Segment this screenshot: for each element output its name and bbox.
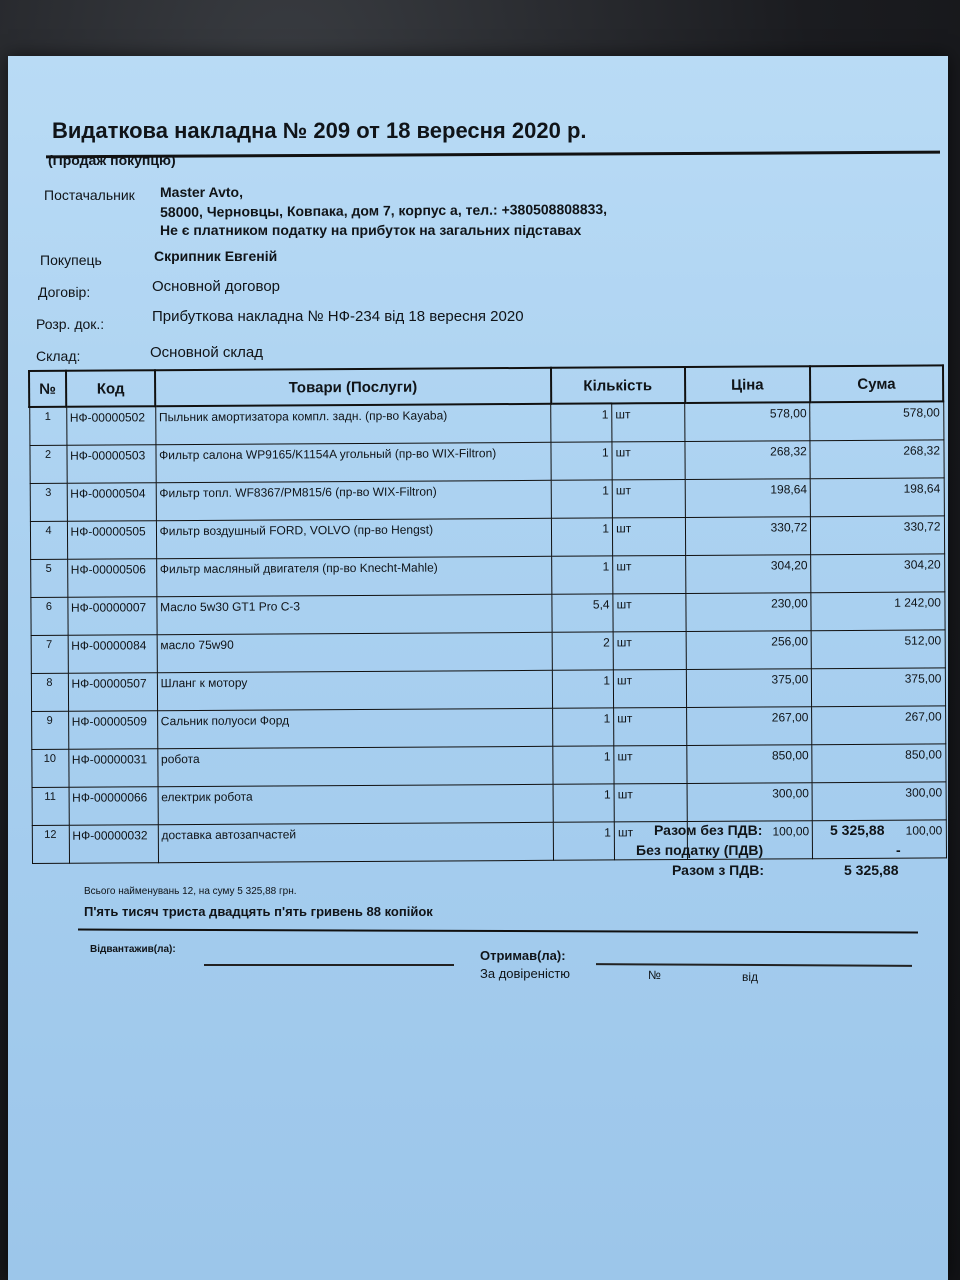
item-unit: шт: [612, 403, 685, 442]
item-unit: шт: [612, 441, 685, 479]
item-unit: шт: [613, 517, 686, 555]
settlement-doc-value: Прибуткова накладна № НФ-234 від 18 вересня 2020: [152, 308, 524, 325]
item-unit: шт: [614, 745, 687, 783]
row-number: 6: [30, 597, 67, 635]
buyer-value: Скрипник Евгеній: [154, 248, 278, 264]
item-unit: шт: [614, 821, 687, 859]
item-quantity: 5,4: [552, 594, 613, 632]
row-number: 4: [30, 521, 67, 559]
item-sum: 850,00: [812, 744, 945, 783]
header-price: Ціна: [685, 366, 810, 403]
table-row: [30, 478, 944, 522]
item-price: 375,00: [687, 669, 812, 708]
item-quantity: 2: [552, 632, 613, 670]
item-quantity: 1: [551, 403, 612, 442]
item-sum: 375,00: [812, 668, 945, 707]
warehouse-value: Основной склад: [150, 344, 264, 361]
row-number: 12: [32, 825, 69, 863]
header-quantity: Кількість: [551, 367, 685, 404]
tax-free-value: -: [896, 842, 901, 858]
item-price: 256,00: [686, 631, 811, 670]
item-name: Сальник полуоси Форд: [157, 708, 553, 748]
item-sum: 300,00: [812, 782, 945, 821]
item-sum: 304,20: [811, 554, 944, 593]
item-name: Фильтр топл. WF8367/PM815/6 (пр-во WIX-Filtron): [156, 480, 552, 520]
table-row: [31, 630, 945, 674]
item-quantity: 1: [551, 442, 612, 480]
items-count-summary: Всього найменувань 12, на суму 5 325,88 грн.: [84, 886, 297, 897]
table-row: [29, 401, 943, 445]
row-number: 10: [31, 749, 68, 787]
item-price: 100,00: [687, 821, 812, 860]
item-unit: шт: [614, 707, 687, 745]
supplier-address: 58000, Черновцы, Ковпака, дом 7, корпус а, тел.: +380508808833,: [160, 200, 608, 220]
total-with-vat-value: 5 325,88: [844, 862, 899, 878]
item-code: НФ-00000032: [69, 825, 158, 864]
contract-value: Основной договор: [152, 278, 280, 295]
tax-free-label: Без податку (ПДВ): [636, 842, 764, 858]
table-row: [30, 592, 944, 636]
row-number: 7: [31, 635, 68, 673]
total-without-vat-value: 5 325,88: [830, 822, 885, 838]
table-row: [31, 744, 945, 788]
supplier-tax-note: Не є платником податку на прибуток на загальних підставах: [160, 222, 582, 238]
item-code: НФ-00000507: [68, 673, 157, 712]
item-quantity: 1: [551, 518, 612, 556]
item-code: НФ-00000509: [68, 711, 157, 750]
item-sum: 267,00: [812, 706, 945, 745]
proxy-label: За довіреністю: [480, 966, 571, 981]
item-name: масло 75w90: [157, 632, 553, 672]
item-quantity: 1: [553, 708, 614, 746]
item-code: НФ-00000503: [66, 445, 155, 484]
item-price: 300,00: [687, 783, 812, 822]
item-quantity: 1: [553, 746, 614, 784]
item-sum: 100,00: [813, 820, 946, 859]
proxy-number-label: №: [648, 968, 661, 982]
header-number: №: [29, 371, 66, 407]
row-number: 9: [31, 711, 68, 749]
row-number: 3: [30, 483, 67, 521]
item-unit: шт: [613, 555, 686, 593]
table-row: [31, 706, 945, 750]
row-number: 1: [29, 407, 66, 446]
item-unit: шт: [612, 479, 685, 517]
item-price: 267,00: [687, 707, 812, 746]
item-name: Масло 5w30 GT1 Pro C-3: [157, 594, 553, 634]
row-number: 8: [31, 673, 68, 711]
item-price: 578,00: [685, 402, 810, 441]
header-goods: Товари (Послуги): [155, 368, 551, 406]
invoice-subtitle: (Продаж покупцю): [48, 152, 176, 168]
table-row: [30, 516, 944, 560]
title-underline: [46, 151, 940, 159]
item-code: НФ-00000066: [69, 787, 158, 826]
item-name: Фильтр салона WP9165/K1154A угольный (пр-во WIX-Filtron): [156, 442, 552, 482]
header-code: Код: [66, 370, 155, 407]
item-code: НФ-00000084: [68, 635, 157, 674]
row-number: 11: [32, 787, 69, 825]
item-code: НФ-00000007: [67, 597, 156, 636]
item-name: Шланг к мотору: [157, 670, 553, 710]
item-quantity: 1: [553, 822, 614, 860]
shipped-label: Відвантажив(ла):: [90, 944, 176, 955]
item-price: 304,20: [686, 555, 811, 594]
item-price: 198,64: [685, 479, 810, 518]
item-quantity: 1: [552, 556, 613, 594]
item-sum: 512,00: [811, 630, 944, 669]
item-sum: 1 242,00: [811, 592, 944, 631]
supplier-label: Постачальник: [44, 187, 135, 203]
total-with-vat-label: Разом з ПДВ:: [672, 862, 764, 878]
items-table: [28, 364, 947, 864]
item-sum: 330,72: [811, 516, 944, 555]
buyer-label: Покупець: [40, 252, 102, 268]
item-price: 230,00: [686, 593, 811, 632]
proxy-date-label: від: [742, 970, 759, 984]
sum-in-words: П'ять тисяч триста двадцять п'ять гривень 88 копійок: [84, 904, 433, 919]
item-unit: шт: [613, 593, 686, 631]
item-unit: шт: [614, 783, 687, 821]
header-sum: Сума: [810, 365, 943, 402]
item-name: Фильтр масляный двигателя (пр-во Knecht-Mahle): [156, 556, 552, 596]
row-number: 5: [30, 559, 67, 597]
item-code: НФ-00000506: [67, 559, 156, 598]
item-code: НФ-00000505: [67, 521, 156, 560]
items-header-row: [29, 365, 943, 407]
item-code: НФ-00000504: [67, 483, 156, 522]
warehouse-label: Склад:: [36, 348, 81, 364]
total-without-vat-label: Разом без ПДВ:: [654, 822, 763, 838]
item-unit: шт: [613, 669, 686, 707]
item-sum: 198,64: [810, 478, 943, 517]
item-quantity: 1: [552, 670, 613, 708]
item-unit: шт: [613, 631, 686, 669]
received-signature-line: [596, 963, 912, 966]
settlement-doc-label: Розр. док.:: [36, 316, 105, 332]
items-body: [29, 401, 946, 863]
item-sum: 578,00: [810, 401, 943, 440]
received-label: Отримав(ла):: [480, 948, 566, 963]
item-price: 268,32: [685, 441, 810, 480]
signature-separator: [78, 929, 918, 934]
contract-label: Договір:: [38, 284, 91, 300]
row-number: 2: [29, 445, 66, 483]
item-name: робота: [157, 746, 553, 786]
item-code: НФ-00000031: [68, 749, 157, 788]
item-price: 330,72: [686, 517, 811, 556]
item-quantity: 1: [551, 480, 612, 518]
invoice-sheet: [8, 56, 948, 1280]
item-price: 850,00: [687, 745, 812, 784]
supplier-name: Master Avto,: [160, 184, 243, 200]
item-name: електрик робота: [158, 784, 554, 824]
item-code: НФ-00000502: [66, 406, 155, 445]
item-name: доставка автозапчастей: [158, 822, 554, 862]
shipped-signature-line: [204, 964, 454, 966]
invoice-title: Видаткова накладна № 209 от 18 вересня 2020 р.: [52, 118, 587, 143]
table-row: [31, 668, 945, 712]
table-row: [32, 820, 946, 864]
item-name: Фильтр воздушный FORD, VOLVO (пр-во Hengst): [156, 518, 552, 558]
table-row: [32, 782, 946, 826]
table-row: [29, 440, 943, 484]
item-name: Пыльник амортизатора компл. задн. (пр-во Kayaba): [155, 404, 551, 445]
table-row: [30, 554, 944, 598]
item-quantity: 1: [553, 784, 614, 822]
item-sum: 268,32: [810, 440, 943, 479]
